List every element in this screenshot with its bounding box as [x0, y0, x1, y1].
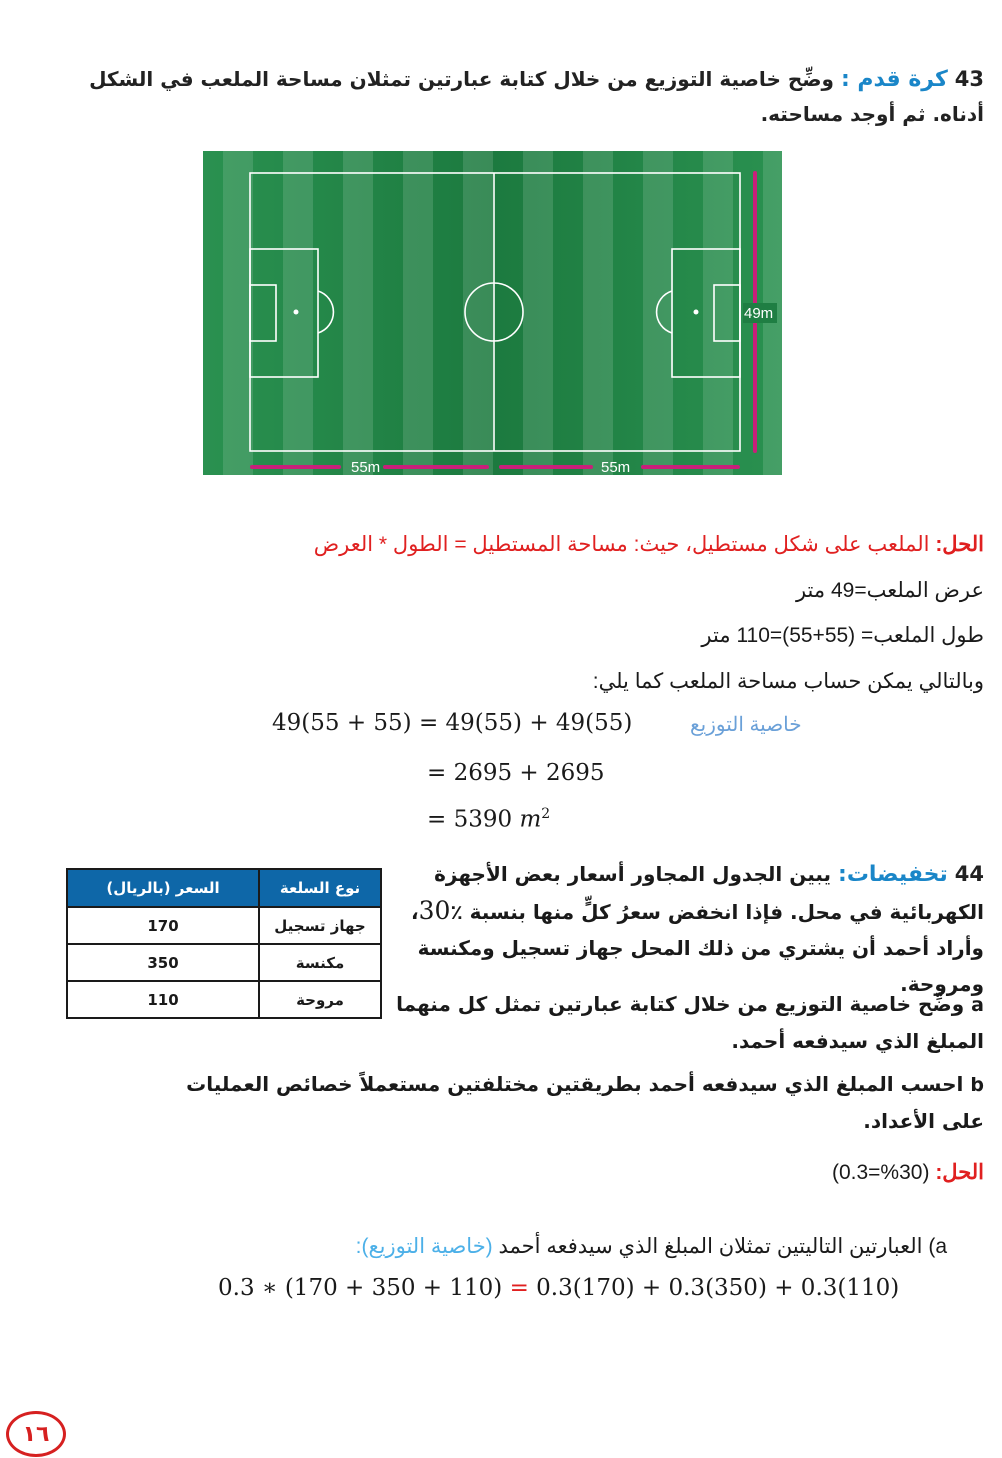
football-field-svg [203, 151, 782, 475]
part-letter: a [971, 994, 984, 1016]
area-exponent: 2 [541, 806, 551, 822]
left-penalty-spot [294, 310, 299, 315]
price-table [66, 868, 382, 1019]
left-half-length-label: 55m [351, 459, 381, 475]
part-text: احسب المبلغ الذي سيدفعه أحمد بطريقتين مختلفتين مستعملاً خصائص العمليات على الأعداد. [186, 1072, 984, 1133]
solution-44-head-line [384, 1158, 984, 1188]
question-44-part-b [154, 1066, 984, 1139]
table-row [67, 944, 381, 981]
part-a-property: (خاصية التوزيع): [355, 1235, 493, 1258]
question-text: وضِّح خاصية التوزيع من خلال كتابة عبارتين تمثلان مساحة الملعب في الشكل أدناه. ثم أوجد مساحته. [89, 67, 984, 126]
equation-equals: = [509, 1275, 529, 1301]
right-penalty-spot [694, 310, 699, 315]
part-letter: b [970, 1074, 984, 1096]
item-header: نوع السلعة [259, 869, 381, 907]
price-cell: 170 [67, 907, 259, 944]
percent-note: (30%=0.3) [831, 1161, 930, 1184]
solution-44-a-line [187, 1232, 947, 1262]
table-row [67, 981, 381, 1018]
equation-line-2: = 2695 + 2695 [427, 760, 605, 786]
area-value: = 5390 [427, 806, 520, 833]
question-text-before: يبين الجدول المجاور أسعار بعض الأجهزة الكهربائية في محل. فإذا انخفض سعرُ كلٍّ منها بنسبة ٪ [434, 862, 984, 924]
question-title: كرة قدم : [840, 67, 948, 92]
price-cell: 350 [67, 944, 259, 981]
table-row [67, 907, 381, 944]
equation-right: 0.3(170) + 0.3(350) + 0.3(110) [536, 1275, 900, 1301]
item-cell: مروحة [259, 981, 381, 1018]
part-text: وضِّح خاصية التوزيع من خلال كتابة عبارتين تمثل كل منهما المبلغ الذي سيدفعه أحمد. [396, 992, 984, 1053]
solution-heading: الحل: [935, 1161, 984, 1184]
right-half-length-label: 55m [601, 459, 631, 475]
equation-line-3 [427, 806, 550, 833]
question-text-after: ، وأراد أحمد أن يشتري من ذلك المحل جهاز تسجيل ومكنسة ومروحة. [411, 900, 984, 996]
football-field-figure [203, 151, 782, 475]
solution-intro: الملعب على شكل مستطيل، حيث: مساحة المستطيل = الطول * العرض [313, 533, 930, 556]
field-length-line: طول الملعب= (55+55)=110 متر [701, 624, 984, 647]
field-width-line: عرض الملعب=49 متر [795, 579, 984, 602]
width-label: 49m [744, 305, 774, 322]
distributive-property-label: خاصية التوزيع [690, 714, 802, 736]
question-44-part-a [394, 986, 984, 1059]
item-cell: جهاز تسجيل [259, 907, 381, 944]
discount-percent: 30 [418, 896, 451, 925]
question-43 [64, 62, 984, 131]
equation-44 [218, 1275, 899, 1301]
part-a-text: العبارتين التاليتين تمثلان المبلغ الذي سيدفعه أحمد [498, 1235, 923, 1258]
equation-line-1: 49(55 + 55) = 49(55) + 49(55) [272, 710, 633, 736]
solution-heading: الحل: [935, 533, 984, 556]
price-header: السعر (بالريال) [67, 869, 259, 907]
question-number: 44 [954, 862, 984, 886]
part-a-label: a) [928, 1235, 947, 1258]
question-title: تخفيضات: [838, 862, 948, 887]
page-number: ١٦ [6, 1411, 66, 1457]
area-unit: m [519, 806, 542, 833]
price-cell: 110 [67, 981, 259, 1018]
equation-left: 0.3 ∗ (170 + 350 + 110) [218, 1275, 503, 1301]
item-cell: مكنسة [259, 944, 381, 981]
therefore-line: وبالتالي يمكن حساب مساحة الملعب كما يلي: [592, 670, 984, 693]
question-44 [394, 856, 984, 1002]
question-number: 43 [954, 67, 984, 91]
price-table-header [67, 869, 381, 907]
solution-43-intro [24, 530, 984, 560]
